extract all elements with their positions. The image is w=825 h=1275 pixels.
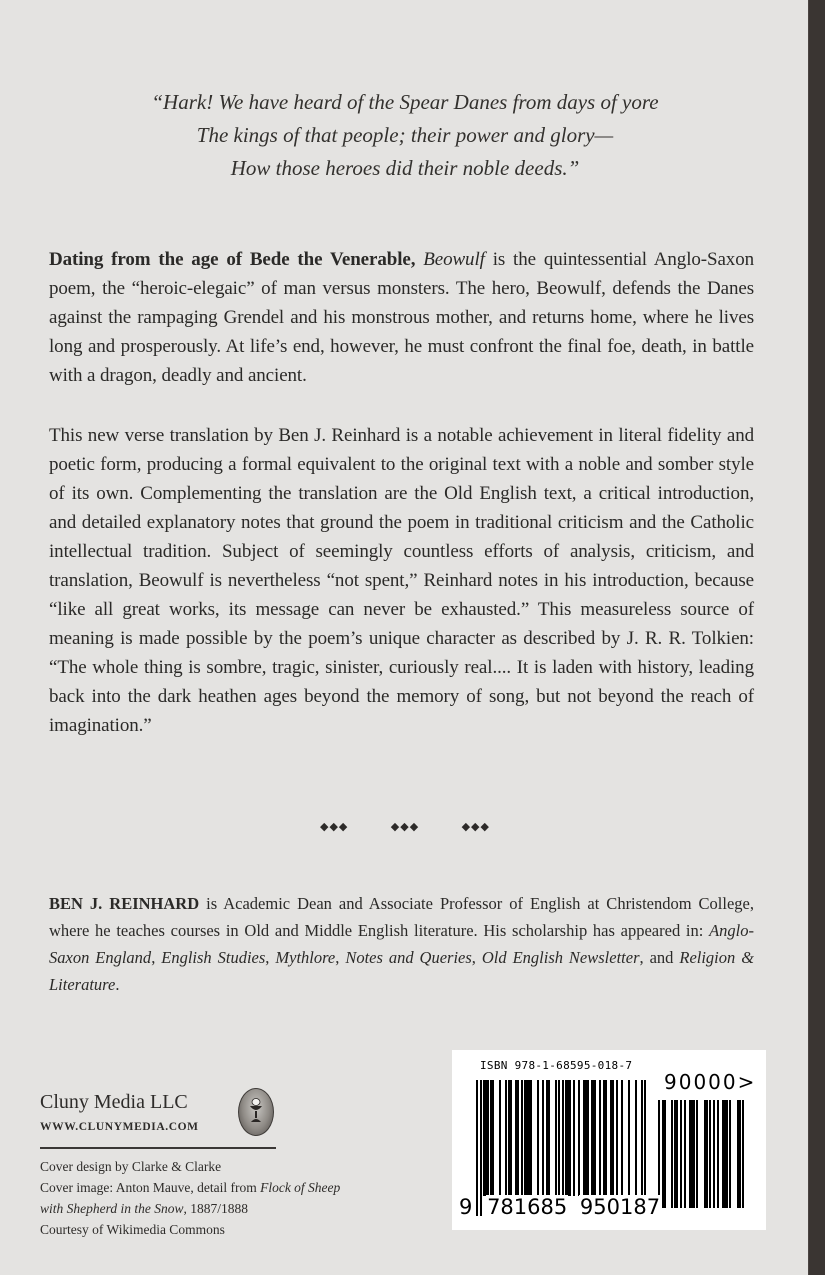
- artwork-date: , 1887/1888: [183, 1201, 249, 1216]
- journal: English Studies: [161, 948, 266, 967]
- addon-bar: [742, 1100, 744, 1208]
- image-credit: [40, 1177, 340, 1198]
- addon-barcode-bars: [658, 1100, 744, 1210]
- addon-bar: [713, 1100, 715, 1208]
- isbn-barcode: [452, 1050, 766, 1230]
- barcode-bar: [635, 1080, 637, 1196]
- separator: ,: [335, 948, 346, 967]
- isbn-label: ISBN 978-1-68595-018-7: [480, 1059, 633, 1072]
- barcode-bar: [530, 1080, 532, 1196]
- author-name: BEN J. REINHARD: [49, 894, 200, 913]
- barcode-bar: [578, 1080, 580, 1196]
- barcode-bar: [555, 1080, 557, 1196]
- barcode-bar: [616, 1080, 618, 1196]
- diamond-ornament-icon: ◆◆◆: [320, 821, 349, 833]
- addon-bar: [726, 1100, 728, 1208]
- description-lead: Dating from the age of Bede the Venerable,: [49, 249, 416, 270]
- barcode-bar: [621, 1080, 623, 1196]
- epigraph-line: How those heroes did their noble deeds.”: [230, 156, 580, 180]
- chalice-icon: [249, 1098, 263, 1124]
- barcode-bar: [587, 1080, 589, 1196]
- epigraph-line: “Hark! We have heard of the Spear Danes from days of yore: [151, 90, 659, 114]
- journal: Religion & Literature: [49, 948, 755, 994]
- separator: ,: [151, 948, 162, 967]
- barcode-bar: [542, 1080, 544, 1196]
- description-text: is the quintessential Anglo-Saxon poem, the “heroic-elegaic” of man versus monsters. The hero, Beowulf, defends the Danes against the rampaging Grendel and his monstrous mother, and returns home, where he lives long and prosperously. At life’s end, however, he must confront the final foe, death, in battle with a dragon, deadly and ancient.: [49, 249, 754, 386]
- ean-barcode-bars: [476, 1080, 646, 1208]
- barcode-bar: [612, 1080, 614, 1196]
- barcode-bar: [573, 1080, 575, 1196]
- barcode-bar: [594, 1080, 596, 1196]
- barcode-bar: [487, 1080, 489, 1196]
- addon-bar: [709, 1100, 711, 1208]
- barcode-digit-group: 781685: [487, 1195, 568, 1219]
- barcode-bar: [499, 1080, 501, 1196]
- addon-bar: [658, 1100, 660, 1208]
- publisher-url: WWW.CLUNYMEDIA.COM: [40, 1121, 199, 1133]
- divider-rule: [40, 1147, 276, 1149]
- barcode-bar: [492, 1080, 494, 1196]
- bio-end: .: [115, 975, 120, 994]
- addon-bar: [696, 1100, 698, 1208]
- barcode-bar: [537, 1080, 539, 1196]
- journal: Old English Newsletter: [481, 948, 640, 967]
- cover-credits: [40, 1156, 340, 1240]
- design-credit: Cover design by Clarke & Clarke: [40, 1159, 222, 1174]
- book-spine-edge: [808, 0, 825, 1275]
- diamond-ornament-icon: ◆◆◆: [461, 821, 490, 833]
- barcode-bar: [628, 1080, 630, 1196]
- image-credit-cont: [40, 1198, 340, 1219]
- artwork-title: with Shepherd in the Snow: [40, 1201, 184, 1216]
- publisher-name: Cluny Media LLC: [40, 1091, 188, 1113]
- price-addon-label: 90000>: [664, 1070, 757, 1094]
- addon-bar: [739, 1100, 741, 1208]
- barcode-bar: [569, 1080, 571, 1196]
- addon-bar: [676, 1100, 678, 1208]
- epigraph-line: The kings of that people; their power and glory—: [196, 123, 614, 147]
- chalice-seal-icon: [238, 1088, 274, 1136]
- separator: , and: [639, 948, 680, 967]
- journal: Anglo-Saxon England: [49, 921, 754, 967]
- addon-bar: [680, 1100, 682, 1208]
- barcode-bar: [517, 1080, 519, 1196]
- barcode-digit-first: 9: [459, 1195, 473, 1219]
- separator: ,: [471, 948, 482, 967]
- barcode-bar: [505, 1080, 507, 1196]
- barcode-digit-group: 950187: [579, 1195, 661, 1219]
- barcode-bar: [548, 1080, 550, 1196]
- barcode-bar: [605, 1080, 607, 1196]
- book-title: Beowulf: [423, 249, 485, 270]
- epigraph-quote: [60, 86, 750, 185]
- addon-bar: [717, 1100, 719, 1208]
- barcode-digits: [458, 1195, 661, 1219]
- separator: ,: [265, 948, 276, 967]
- courtesy-credit: Courtesy of Wikimedia Commons: [40, 1222, 225, 1237]
- journal: Notes and Queries: [345, 948, 472, 967]
- addon-bar: [684, 1100, 686, 1208]
- barcode-bar: [510, 1080, 512, 1196]
- bio-text: is Academic Dean and Associate Professor of English at Christendom College, where he teaches courses in Old and Middle English literature. His scholarship has appeared in:: [49, 894, 754, 940]
- artwork-title: Flock of Sheep: [260, 1180, 341, 1195]
- diamond-ornament-icon: ◆◆◆: [390, 821, 420, 833]
- addon-bar: [693, 1100, 695, 1208]
- image-credit-prefix: Cover image: Anton Mauve, detail from: [40, 1180, 261, 1195]
- ornament-divider: [320, 820, 490, 833]
- barcode-bar: [599, 1080, 601, 1196]
- addon-bar: [671, 1100, 673, 1208]
- addon-bar: [663, 1100, 665, 1208]
- barcode-bar: [521, 1080, 523, 1196]
- description-paragraph-1: [49, 245, 754, 390]
- description-paragraph-2: This new verse translation by Ben J. Reinhard is a notable achievement in literal fidelity and poetic form, producing a formal equivalent to the original text with a noble and somber style of its own. Complementing the translation are the Old English text, a critical introduction, and detailed explanatory notes that ground the poem in traditional criticism and the Catholic intellectual tradition. Subject of seemingly countless efforts of analysis, criticism, and translation, Beowulf is nevertheless “not spent,” Reinhard notes in his introduction, because “like all great works, its message can never be exhausted.” This measureless source of meaning is made possible by the poem’s unique character as described by J. R. R. Tolkien: “The whole thing is sombre, tragic, sinister, curiously real.... It is laden with history, leading back into the dark heathen ages beyond the memory of song, but not beyond the reach of imagination.”: [49, 425, 754, 736]
- journal: Mythlore: [275, 948, 336, 967]
- addon-bar: [729, 1100, 731, 1208]
- author-bio: [49, 890, 754, 998]
- addon-bar: [706, 1100, 708, 1208]
